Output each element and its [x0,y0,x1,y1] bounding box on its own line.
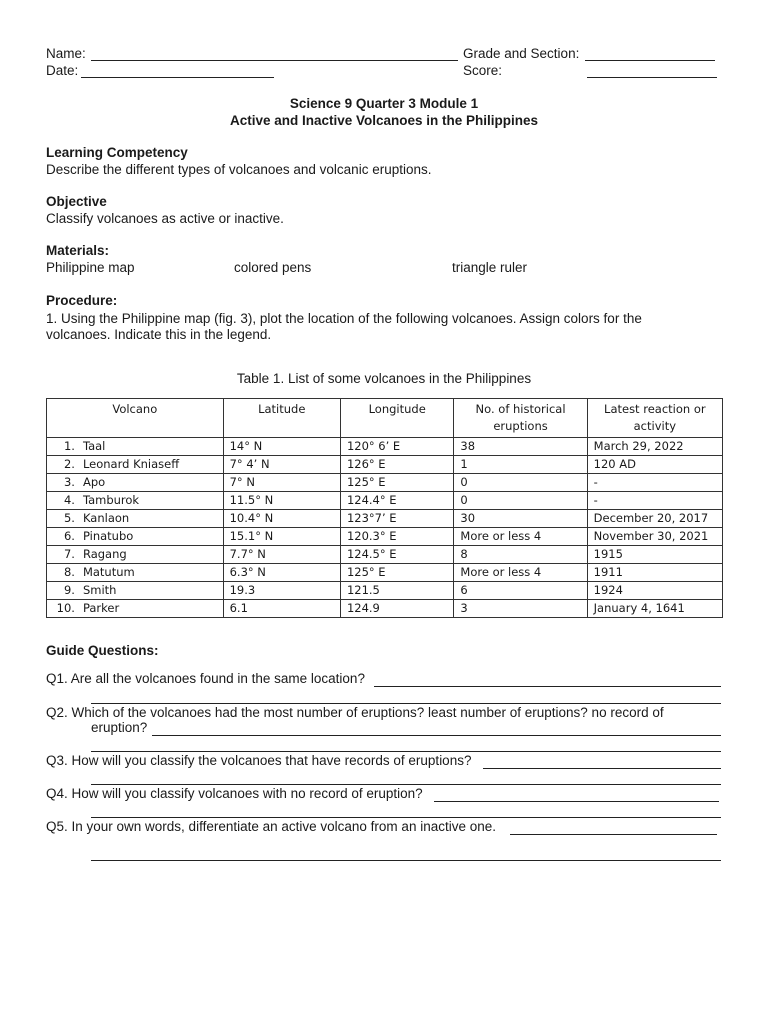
activity-cell: 1911 [587,564,722,582]
table-row [47,528,723,546]
answer-line-q4[interactable] [434,801,719,802]
volcano-name: Parker [77,600,223,618]
name-blank[interactable] [91,60,458,61]
answer-line-q4-b[interactable] [91,817,721,818]
activity-cell: - [587,474,722,492]
header-latest-activity: Latest reaction or activity [587,399,722,438]
volcano-name: Tamburok [77,492,223,510]
grade-section-blank[interactable] [585,60,715,61]
table-row [47,546,723,564]
latitude-cell: 6.3° N [223,564,340,582]
activity-cell: January 4, 1641 [587,600,722,618]
row-number: 3. [47,474,77,492]
row-number: 8. [47,564,77,582]
activity-cell: March 29, 2022 [587,438,722,456]
answer-line-q5-b[interactable] [91,860,721,861]
name-label: Name: [46,46,86,61]
volcano-name: Matutum [77,564,223,582]
row-number: 10. [47,600,77,618]
grade-section-label: Grade and Section: [463,46,580,61]
longitude-cell: 123°7’ E [340,510,453,528]
longitude-cell: 121.5 [340,582,453,600]
latitude-cell: 19.3 [223,582,340,600]
answer-line-q3-b[interactable] [91,784,721,785]
answer-line-q3[interactable] [483,768,721,769]
question-4: Q4. How will you classify volcanoes with no record of eruption? [46,786,423,801]
table-header-row [47,399,723,438]
latitude-cell: 14° N [223,438,340,456]
latitude-cell: 7.7° N [223,546,340,564]
material-item: triangle ruler [452,260,528,275]
answer-line-q1[interactable] [374,686,721,687]
activity-cell: November 30, 2021 [587,528,722,546]
date-label: Date: [46,63,79,78]
volcano-table [46,398,723,618]
latitude-cell: 7° N [223,474,340,492]
row-number: 2. [47,456,77,474]
materials-heading: Materials: [46,243,110,258]
answer-line-q1-b[interactable] [91,703,721,704]
competency-heading: Learning Competency [46,145,188,160]
longitude-cell: 125° E [340,474,453,492]
row-number: 4. [47,492,77,510]
latitude-cell: 11.5° N [223,492,340,510]
table-row [47,510,723,528]
objective-heading: Objective [46,194,107,209]
eruptions-cell: 0 [454,492,587,510]
longitude-cell: 124.4° E [340,492,453,510]
latitude-cell: 7° 4’ N [223,456,340,474]
eruptions-cell: 30 [454,510,587,528]
material-item: Philippine map [46,260,135,275]
eruptions-cell: 3 [454,600,587,618]
row-number: 1. [47,438,77,456]
document-subtitle: Active and Inactive Volcanoes in the Philippines [229,113,539,128]
table-row [47,438,723,456]
activity-cell: - [587,492,722,510]
date-blank[interactable] [81,77,274,78]
longitude-cell: 120° 6’ E [340,438,453,456]
question-5: Q5. In your own words, differentiate an active volcano from an inactive one. [46,819,496,834]
activity-cell: 1915 [587,546,722,564]
answer-line-q2[interactable] [152,735,721,736]
table-row [47,492,723,510]
row-number: 9. [47,582,77,600]
longitude-cell: 120.3° E [340,528,453,546]
material-item: colored pens [234,260,312,275]
eruptions-cell: 8 [454,546,587,564]
eruptions-cell: 0 [454,474,587,492]
volcano-name: Apo [77,474,223,492]
objective-text: Classify volcanoes as active or inactive. [46,211,284,226]
row-number: 5. [47,510,77,528]
eruptions-cell: More or less 4 [454,564,587,582]
question-1: Q1. Are all the volcanoes found in the same location? [46,671,365,686]
table-row [47,456,723,474]
activity-cell: December 20, 2017 [587,510,722,528]
latitude-cell: 10.4° N [223,510,340,528]
guide-heading: Guide Questions: [46,643,159,658]
activity-cell: 120 AD [587,456,722,474]
volcano-name: Pinatubo [77,528,223,546]
volcano-name: Smith [77,582,223,600]
procedure-heading: Procedure: [46,293,118,308]
table-row [47,474,723,492]
longitude-cell: 124.9 [340,600,453,618]
table-row [47,582,723,600]
volcano-name: Kanlaon [77,510,223,528]
latitude-cell: 15.1° N [223,528,340,546]
eruptions-cell: 38 [454,438,587,456]
table-caption: Table 1. List of some volcanoes in the Philippines [236,371,532,386]
procedure-step-line1: 1. Using the Philippine map (fig. 3), plot the location of the following volcanoes. Assign colors for the [46,311,642,326]
longitude-cell: 126° E [340,456,453,474]
row-number: 7. [47,546,77,564]
answer-line-q2-b[interactable] [91,751,721,752]
longitude-cell: 124.5° E [340,546,453,564]
header-latitude: Latitude [223,399,340,438]
row-number: 6. [47,528,77,546]
header-volcano: Volcano [47,399,224,438]
question-2-continued: eruption? [91,720,148,735]
eruptions-cell: More or less 4 [454,528,587,546]
activity-cell: 1924 [587,582,722,600]
answer-line-q5[interactable] [510,834,717,835]
longitude-cell: 125° E [340,564,453,582]
table-row [47,564,723,582]
score-blank[interactable] [587,77,717,78]
procedure-step-line2: volcanoes. Indicate this in the legend. [46,327,272,342]
volcano-name: Taal [77,438,223,456]
document-title: Science 9 Quarter 3 Module 1 [289,96,479,111]
eruptions-cell: 6 [454,582,587,600]
eruptions-cell: 1 [454,456,587,474]
table-row [47,600,723,618]
header-longitude: Longitude [340,399,453,438]
latitude-cell: 6.1 [223,600,340,618]
question-3: Q3. How will you classify the volcanoes that have records of eruptions? [46,753,472,768]
header-eruptions: No. of historical eruptions [454,399,587,438]
score-label: Score: [463,63,503,78]
volcano-name: Ragang [77,546,223,564]
volcano-name: Leonard Kniaseff [77,456,223,474]
competency-text: Describe the different types of volcanoes and volcanic eruptions. [46,162,432,177]
question-2: Q2. Which of the volcanoes had the most number of eruptions? least number of eruptions? no record of [46,705,664,720]
